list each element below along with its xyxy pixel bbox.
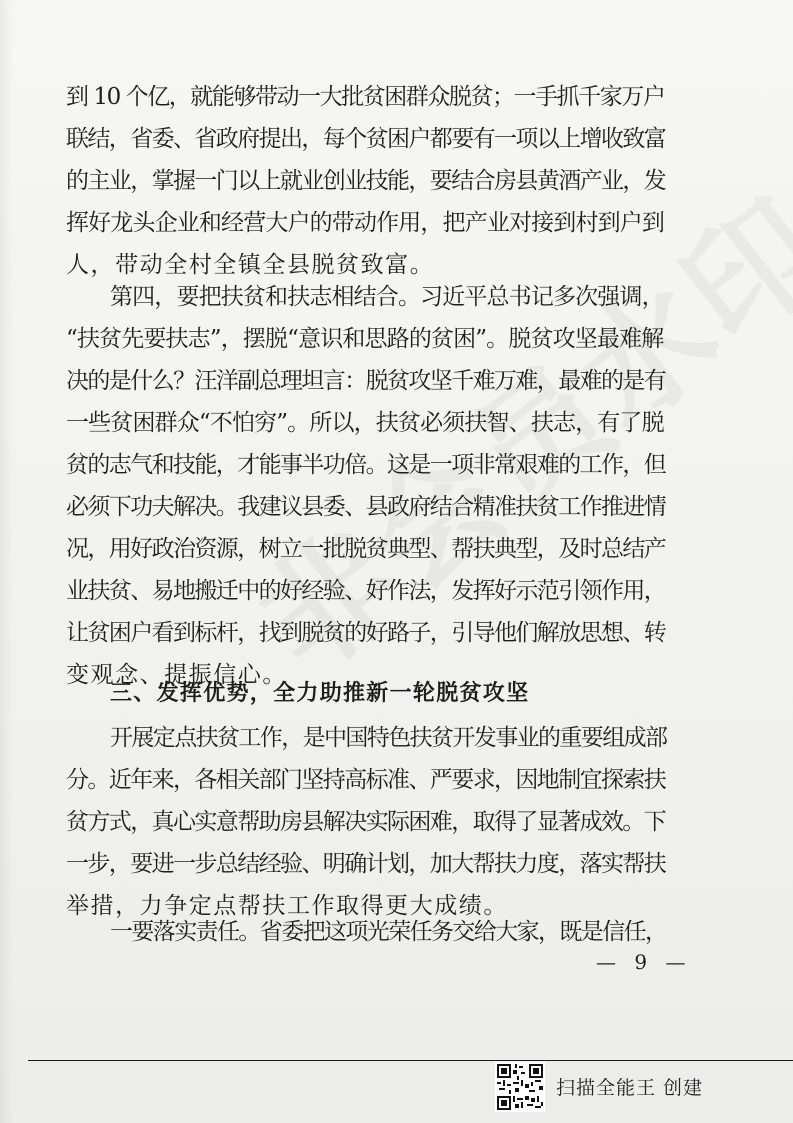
text-line: 一步，要进一步总结经验、明确计划，加大帮扶力度，落实帮扶	[66, 851, 666, 877]
paragraph-fourth	[66, 276, 666, 696]
text-line: 人，带动全村全镇全县脱贫致富。	[66, 252, 435, 278]
page-number: — 9 —	[596, 950, 692, 974]
text-line: 一要落实责任。省委把这项光荣任务交给大家，既是信任，	[110, 919, 667, 945]
text-line: 举措，力争定点帮扶工作取得更大成绩。	[66, 893, 508, 919]
text-line: 挥好龙头企业和经营大户的带动作用，把产业对接到村到户到	[66, 210, 665, 236]
footer-divider	[28, 1060, 793, 1061]
section-heading: 三、发挥优势，全力助推新一轮脱贫攻坚	[110, 681, 530, 706]
text-line: 决的是什么？汪洋副总理坦言：脱贫攻坚千难万难，最难的是有	[66, 368, 666, 394]
text-line: 到 10 个亿，就能够带动一大批贫困群众脱贫；一手抓千家万户	[66, 84, 665, 110]
scanner-label: 扫描全能王 创建	[556, 1077, 704, 1099]
paragraph-section3	[66, 717, 666, 927]
paragraph-last	[66, 911, 666, 953]
text-line: 一些贫困群众“不怕穷”。所以，扶贫必须扶智、扶志，有了脱	[66, 410, 664, 436]
text-line: 开展定点扶贫工作，是中国特色扶贫开发事业的重要组成部	[110, 725, 667, 751]
text-line: 分。近年来，各相关部门坚持高标准、严要求，因地制宜探索扶	[66, 767, 666, 793]
text-line: 的主业，掌握一门以上就业创业技能，要结合房县黄酒产业，发	[66, 168, 666, 194]
paragraph-continued	[66, 76, 666, 286]
text-line: 联结，省委、省政府提出，每个贫困户都要有一项以上增收致富	[66, 126, 666, 152]
text-line: 况，用好政治资源，树立一批脱贫典型、帮扶典型，及时总结产	[66, 536, 666, 562]
text-line: 必须下功夫解决。我建议县委、县政府结合精准扶贫工作推进情	[66, 494, 666, 520]
text-line: 变观念、提振信心。	[66, 662, 287, 688]
text-line: “扶贫先要扶志”，摆脱“意识和思路的贫困”。脱贫攻坚最难解	[66, 326, 664, 352]
text-line: 贫方式，真心实意帮助房县解决实际困难，取得了显著成效。下	[66, 809, 666, 835]
text-line: 贫的志气和技能，才能事半功倍。这是一项非常艰难的工作，但	[66, 452, 666, 478]
text-line: 业扶贫、易地搬迁中的好经验、好作法，发挥好示范引领作用，	[66, 578, 666, 604]
text-line: 让贫困户看到标杆，找到脱贫的好路子，引导他们解放思想、转	[66, 620, 666, 646]
text-line: 第四，要把扶贫和扶志相结合。习近平总书记多次强调，	[110, 284, 664, 310]
qr-code-icon	[495, 1062, 545, 1112]
